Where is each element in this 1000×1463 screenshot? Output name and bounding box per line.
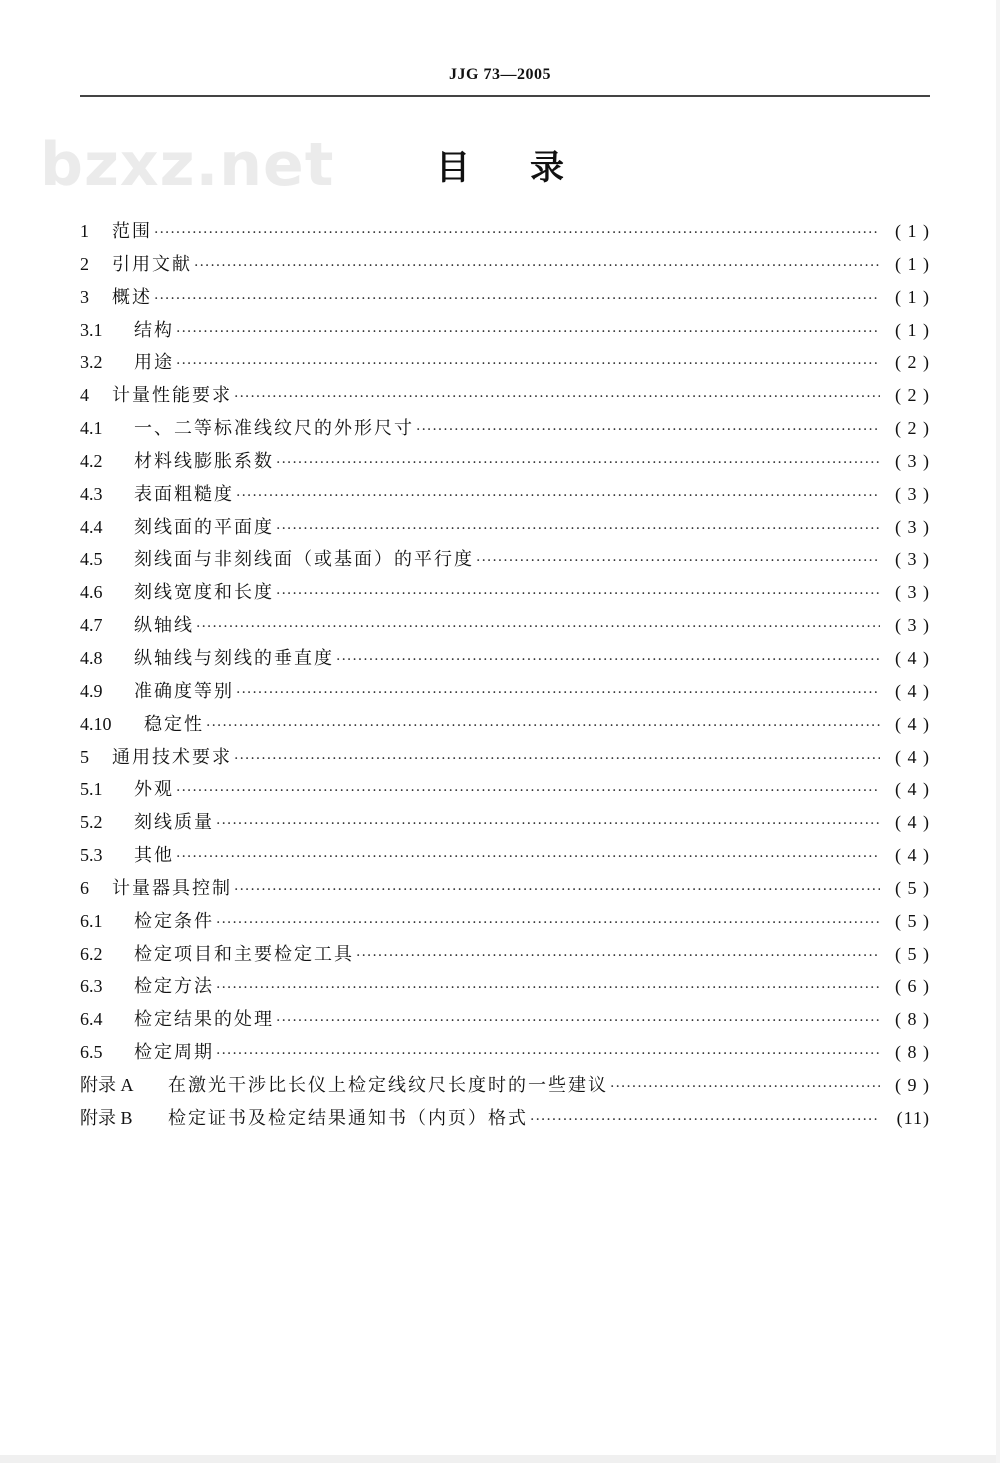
toc-entry-number: 6.5 bbox=[80, 1042, 103, 1063]
leader-dots bbox=[530, 1104, 880, 1137]
toc-entry-number: 附录 B bbox=[80, 1107, 133, 1128]
leader-dots bbox=[276, 447, 880, 480]
toc-entry bbox=[80, 543, 930, 576]
toc-entry bbox=[80, 281, 930, 314]
leader-dots bbox=[154, 283, 880, 316]
leader-dots bbox=[196, 611, 880, 644]
leader-dots bbox=[216, 1038, 880, 1071]
toc-entry bbox=[80, 1069, 930, 1102]
toc-entry-title: 计量性能要求 bbox=[112, 385, 232, 407]
toc-entry-title: 范围 bbox=[112, 221, 152, 242]
toc-entry-number: 4.4 bbox=[80, 516, 103, 537]
toc-entry-page: ( 3 ) bbox=[895, 450, 930, 471]
leader-dots bbox=[236, 480, 880, 513]
toc-entry-title: 引用文献 bbox=[112, 253, 192, 275]
toc-entry bbox=[80, 379, 930, 412]
page-title bbox=[0, 140, 1000, 189]
toc-entry-page: ( 6 ) bbox=[895, 976, 930, 997]
leader-dots bbox=[336, 644, 880, 677]
toc-entry bbox=[80, 1003, 930, 1036]
page-bottom-edge bbox=[0, 1455, 1000, 1463]
toc-entry-number: 6.1 bbox=[80, 910, 103, 931]
toc-entry bbox=[80, 839, 930, 872]
toc-entry-number: 5.3 bbox=[80, 845, 103, 866]
toc-entry-page: ( 1 ) bbox=[895, 221, 930, 241]
leader-dots bbox=[176, 348, 880, 381]
leader-dots bbox=[216, 808, 880, 841]
toc-entry-title: 检定项目和主要检定工具 bbox=[134, 943, 354, 965]
toc-entry bbox=[80, 346, 930, 379]
toc-entry-page: ( 1 ) bbox=[895, 319, 930, 340]
toc-entry-title: 概述 bbox=[112, 286, 152, 308]
toc-entry-title: 在激光干涉比长仪上检定线纹尺长度时的一些建议 bbox=[168, 1074, 608, 1096]
toc-entry-title: 检定证书及检定结果通知书（内页）格式 bbox=[168, 1107, 528, 1129]
toc-entry-page: ( 4 ) bbox=[895, 845, 930, 866]
toc-entry bbox=[80, 741, 930, 774]
toc-entry-page: ( 2 ) bbox=[895, 418, 930, 439]
toc-entry bbox=[80, 314, 930, 347]
toc-entry-title: 检定周期 bbox=[134, 1042, 214, 1064]
leader-dots bbox=[154, 217, 880, 250]
toc-entry-title: 用途 bbox=[134, 352, 174, 374]
toc-entry bbox=[80, 905, 930, 938]
toc-entry-number: 附录 A bbox=[80, 1074, 134, 1095]
toc-entry bbox=[80, 445, 930, 478]
toc-entry-number: 4.10 bbox=[80, 713, 112, 734]
leader-dots bbox=[276, 578, 880, 611]
toc-entry-page: ( 2 ) bbox=[895, 385, 930, 406]
toc-entry bbox=[80, 872, 930, 905]
toc-entry bbox=[80, 970, 930, 1003]
toc-entry-title: 刻线面的平面度 bbox=[134, 516, 274, 538]
toc-entry-page: ( 4 ) bbox=[895, 746, 930, 767]
leader-dots bbox=[356, 940, 880, 973]
toc-entry bbox=[80, 609, 930, 642]
toc-entry-number: 4.9 bbox=[80, 680, 103, 701]
toc-entry bbox=[80, 248, 930, 281]
toc-entry-number: 4 bbox=[80, 385, 89, 406]
leader-dots bbox=[206, 710, 880, 743]
leader-dots bbox=[216, 972, 880, 1005]
toc-entry-number: 5.1 bbox=[80, 779, 103, 800]
leader-dots bbox=[234, 743, 880, 776]
toc-entry-title: 检定结果的处理 bbox=[134, 1009, 274, 1031]
toc-entry-number: 4.7 bbox=[80, 615, 103, 636]
toc-entry bbox=[80, 708, 930, 741]
leader-dots bbox=[234, 381, 880, 414]
toc-entry-title: 准确度等别 bbox=[134, 680, 234, 702]
toc-entry bbox=[80, 511, 930, 544]
toc-entry-number: 4.2 bbox=[80, 450, 103, 471]
leader-dots bbox=[276, 513, 880, 546]
toc-entry-number: 4.1 bbox=[80, 418, 103, 439]
leader-dots bbox=[234, 874, 880, 907]
toc-entry-title: 材料线膨胀系数 bbox=[134, 450, 274, 472]
toc-entry-page: ( 4 ) bbox=[895, 680, 930, 701]
toc-entry-page: ( 8 ) bbox=[895, 1042, 930, 1063]
toc-entry bbox=[80, 576, 930, 609]
toc-entry-page: ( 4 ) bbox=[895, 779, 930, 800]
toc-entry-page: ( 3 ) bbox=[895, 483, 930, 504]
leader-dots bbox=[176, 775, 880, 808]
leader-dots bbox=[276, 1005, 880, 1038]
toc-entry bbox=[80, 412, 930, 445]
toc-entry bbox=[80, 773, 930, 806]
title-char: 目 bbox=[436, 148, 470, 188]
leader-dots bbox=[610, 1071, 880, 1104]
toc-entry-number: 4.8 bbox=[80, 647, 103, 668]
toc-entry-page: ( 1 ) bbox=[895, 253, 930, 274]
toc-entry-number: 1 bbox=[80, 221, 89, 241]
toc-entry-title: 刻线面与非刻线面（或基面）的平行度 bbox=[134, 549, 474, 571]
toc-entry-number: 6.4 bbox=[80, 1009, 103, 1030]
leader-dots bbox=[176, 841, 880, 874]
toc-entry-page: ( 3 ) bbox=[895, 516, 930, 537]
watermark: bzxz.net bbox=[40, 130, 335, 200]
page-right-edge bbox=[996, 0, 1000, 1463]
toc-entry-title: 刻线质量 bbox=[134, 812, 214, 834]
toc-entry-page: ( 5 ) bbox=[895, 943, 930, 964]
toc-entry-page: ( 9 ) bbox=[895, 1074, 930, 1095]
toc-entry-number: 4.6 bbox=[80, 582, 103, 603]
toc-entry-page: ( 3 ) bbox=[895, 615, 930, 636]
header-rule bbox=[80, 95, 930, 97]
toc-entry-page: (11) bbox=[896, 1107, 930, 1128]
toc-entry-title: 一、二等标准线纹尺的外形尺寸 bbox=[134, 418, 414, 440]
toc-entry-page: ( 4 ) bbox=[895, 647, 930, 668]
toc-entry-title: 表面粗糙度 bbox=[134, 483, 234, 505]
toc-entry-number: 5 bbox=[80, 746, 89, 767]
toc-entry bbox=[80, 478, 930, 511]
toc-entry-number: 6.2 bbox=[80, 943, 103, 964]
toc-entry bbox=[80, 938, 930, 971]
toc-entry bbox=[80, 806, 930, 839]
toc-entry-page: ( 4 ) bbox=[895, 713, 930, 734]
toc-entry-title: 稳定性 bbox=[144, 713, 204, 735]
toc-entry-title: 纵轴线 bbox=[134, 615, 194, 637]
toc-entry bbox=[80, 215, 930, 248]
toc-entry-page: ( 2 ) bbox=[895, 352, 930, 373]
leader-dots bbox=[236, 677, 880, 710]
toc-entry-number: 3.1 bbox=[80, 319, 103, 340]
toc-entry-title: 检定条件 bbox=[134, 910, 214, 932]
toc-entry-page: ( 5 ) bbox=[895, 910, 930, 931]
toc-entry-title: 计量器具控制 bbox=[112, 877, 232, 899]
toc-entry-number: 4.5 bbox=[80, 549, 103, 570]
toc-entry-number: 3.2 bbox=[80, 352, 103, 373]
document-header: JJG 73—2005 bbox=[449, 66, 551, 83]
title-char: 录 bbox=[530, 148, 564, 188]
toc-entry bbox=[80, 1036, 930, 1069]
leader-dots bbox=[194, 250, 880, 283]
toc-entry-title: 检定方法 bbox=[134, 976, 214, 998]
toc-entry-page: ( 8 ) bbox=[895, 1009, 930, 1030]
leader-dots bbox=[176, 316, 880, 349]
toc-entry-number: 4.3 bbox=[80, 483, 103, 504]
table-of-contents bbox=[80, 215, 930, 1135]
toc-entry-number: 5.2 bbox=[80, 812, 103, 833]
toc-entry-title: 纵轴线与刻线的垂直度 bbox=[134, 647, 334, 669]
toc-entry bbox=[80, 642, 930, 675]
toc-entry-number: 3 bbox=[80, 286, 89, 307]
toc-entry bbox=[80, 675, 930, 708]
toc-entry-page: ( 5 ) bbox=[895, 877, 930, 898]
toc-entry-title: 通用技术要求 bbox=[112, 746, 232, 768]
toc-entry-page: ( 3 ) bbox=[895, 582, 930, 603]
toc-entry-page: ( 1 ) bbox=[895, 286, 930, 307]
leader-dots bbox=[416, 414, 880, 447]
toc-entry-title: 结构 bbox=[134, 319, 174, 341]
toc-entry-title: 其他 bbox=[134, 845, 174, 867]
toc-entry-number: 6.3 bbox=[80, 976, 103, 997]
toc-entry-number: 2 bbox=[80, 253, 89, 274]
toc-entry-page: ( 4 ) bbox=[895, 812, 930, 833]
toc-entry-title: 刻线宽度和长度 bbox=[134, 582, 274, 604]
toc-entry bbox=[80, 1102, 930, 1135]
toc-entry-title: 外观 bbox=[134, 779, 174, 801]
toc-entry-number: 6 bbox=[80, 877, 89, 898]
leader-dots bbox=[216, 907, 880, 940]
toc-entry-page: ( 3 ) bbox=[895, 549, 930, 570]
leader-dots bbox=[476, 545, 880, 578]
